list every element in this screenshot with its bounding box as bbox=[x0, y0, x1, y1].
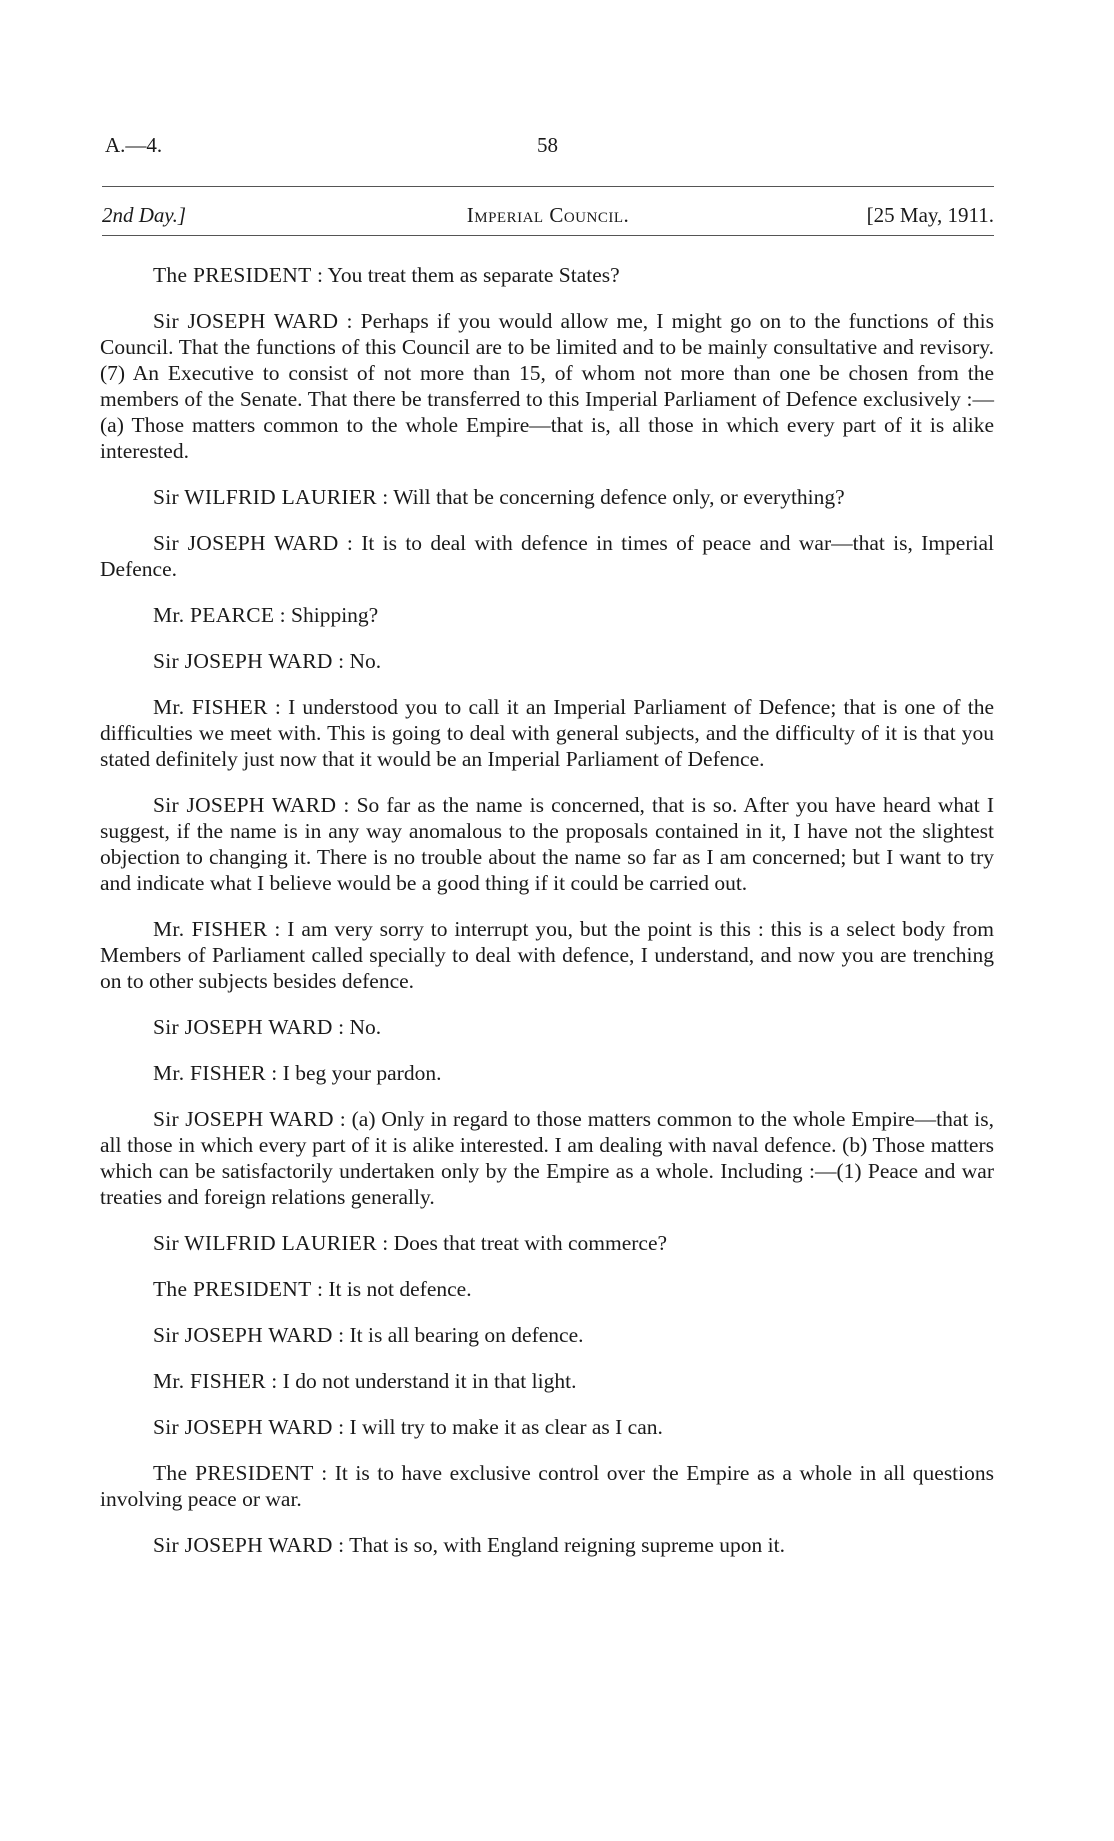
speech-paragraph: Sir JOSEPH WARD : So far as the name is concerned, that is so. After you have heard what I suggest, if the name is in any way anomalous to the proposals contained in it, I have not the slightest objection to changing it. There is no trouble about the name so far as I am concerned; but I want to try and indicate what I believe would be a good thing if it could be carried out. bbox=[100, 793, 994, 895]
header-rule-bottom bbox=[102, 235, 994, 236]
speech-text: (a) Only in regard to those matters common to the whole Empire—that is, all those in which every part of it is alike interested. I am dealing with naval defence. (b) Those matters which can be satisfactorily undertaken only by the Empire as a whole. Including :—(1) Peace and war treaties and foreign relations generally. bbox=[100, 1107, 994, 1209]
header-rule-top bbox=[102, 186, 994, 187]
speaker-name: Sir JOSEPH WARD bbox=[153, 793, 337, 817]
speech-paragraph: The PRESIDENT : It is to have exclusive control over the Empire as a whole in all questions involving peace or war. bbox=[100, 1461, 994, 1511]
speech-text: I beg your pardon. bbox=[282, 1061, 442, 1085]
speech-text: Shipping? bbox=[291, 603, 379, 627]
speech-text: Will that be concerning defence only, or everything? bbox=[393, 485, 845, 509]
speech-text: I will try to make it as clear as I can. bbox=[349, 1415, 663, 1439]
speech-paragraph: Sir JOSEPH WARD : That is so, with England reigning supreme upon it. bbox=[153, 1533, 785, 1557]
speaker-name: Sir WILFRID LAURIER bbox=[153, 485, 377, 509]
speech-text: That is so, with England reigning supreme upon it. bbox=[349, 1533, 785, 1557]
speech-text: I do not understand it in that light. bbox=[282, 1369, 577, 1393]
speech-paragraph: Sir JOSEPH WARD : No. bbox=[153, 649, 382, 673]
speaker-name: Sir WILFRID LAURIER bbox=[153, 1231, 377, 1255]
session-date: [25 May, 1911. bbox=[866, 203, 994, 227]
speech-text: No. bbox=[349, 649, 382, 673]
speaker-name: Sir JOSEPH WARD bbox=[153, 1015, 333, 1039]
document-reference: A.—4. bbox=[105, 133, 163, 157]
session-day: 2nd Day.] bbox=[102, 203, 186, 227]
speech-paragraph: The PRESIDENT : You treat them as separate States? bbox=[153, 263, 620, 287]
speaker-name: Mr. FISHER bbox=[153, 695, 268, 719]
speech-paragraph: Sir WILFRID LAURIER : Does that treat with commerce? bbox=[153, 1231, 668, 1255]
speech-paragraph: Mr. FISHER : I understood you to call it an Imperial Parliament of Defence; that is one of the difficulties we meet with. This is going to deal with general subjects, and the difficulty of it is that you stated definitely just now that it would be an Imperial Parliament of Defence. bbox=[100, 695, 994, 771]
speech-text: So far as the name is concerned, that is so. After you have heard what I suggest, if the name is in any way anomalous to the proposals contained in it, I have not the slightest objection to changing it. There is no trouble about the name so far as I am concerned; but I want to try and indicate what I believe would be a good thing if it could be carried out. bbox=[100, 793, 994, 895]
speech-text: It is to have exclusive control over the Empire as a whole in all questions involving peace or war. bbox=[100, 1461, 994, 1511]
speaker-name: Mr. FISHER bbox=[153, 917, 268, 941]
speech-paragraph: Sir WILFRID LAURIER : Will that be concerning defence only, or everything? bbox=[153, 485, 845, 509]
speech-text: Perhaps if you would allow me, I might go on to the functions of this Council. That the functions of this Council are to be limited and to be mainly consultative and revisory. (7) An Executive to consist of not more than 15, of whom not more than one be chosen from the members of the Senate. That there be transferred to this Imperial Parliament of Defence exclusively :—(a) Those matters common to the whole Empire—that is, all those in which every part of it is alike interested. bbox=[100, 309, 994, 463]
speech-paragraph: Sir JOSEPH WARD : No. bbox=[153, 1015, 382, 1039]
speech-text: It is all bearing on defence. bbox=[349, 1323, 584, 1347]
speech-text: I understood you to call it an Imperial Parliament of Defence; that is one of the difficulties we meet with. This is going to deal with general subjects, and the difficulty of it is that you stated definitely just now that it would be an Imperial Parliament of Defence. bbox=[100, 695, 994, 771]
speaker-name: Sir JOSEPH WARD bbox=[153, 1415, 333, 1439]
speaker-name: The PRESIDENT bbox=[153, 1277, 312, 1301]
speaker-name: Sir JOSEPH WARD bbox=[153, 649, 333, 673]
speaker-name: Mr. FISHER bbox=[153, 1061, 266, 1085]
speaker-name: Sir JOSEPH WARD bbox=[153, 309, 339, 333]
council-title: Imperial Council. bbox=[466, 203, 630, 227]
speaker-name: The PRESIDENT bbox=[153, 1461, 314, 1485]
speaker-name: Sir JOSEPH WARD bbox=[153, 1533, 333, 1557]
page-number: 58 bbox=[537, 133, 558, 157]
speaker-name: Mr. FISHER bbox=[153, 1369, 266, 1393]
speech-text: I am very sorry to interrupt you, but the point is this : this is a select body from Members of Parliament called specially to deal with defence, I understand, and now you are trenching on to other subjects besides defence. bbox=[100, 917, 994, 993]
speech-paragraph: Sir JOSEPH WARD : It is to deal with defence in times of peace and war—that is, Imperial Defence. bbox=[100, 531, 995, 581]
speech-paragraph: Mr. FISHER : I do not understand it in that light. bbox=[153, 1369, 577, 1393]
speech-text: You treat them as separate States? bbox=[327, 263, 620, 287]
speech-text: It is to deal with defence in times of peace and war—that is, Imperial Defence. bbox=[100, 531, 995, 581]
running-head bbox=[102, 199, 994, 231]
speaker-name: Sir JOSEPH WARD bbox=[153, 1323, 333, 1347]
speech-text: No. bbox=[349, 1015, 382, 1039]
speaker-name: Sir JOSEPH WARD bbox=[153, 1107, 334, 1131]
speech-paragraph: Sir JOSEPH WARD : Perhaps if you would allow me, I might go on to the functions of this Council. That the functions of this Council are to be limited and to be mainly consultative and revisory. (7) An Executive to consist of not more than 15, of whom not more than one be chosen from the members of the Senate. That there be transferred to this Imperial Parliament of Defence exclusively :—(a) Those matters common to the whole Empire—that is, all those in which every part of it is alike interested. bbox=[100, 309, 994, 463]
page-top-row bbox=[105, 133, 995, 163]
speech-text: It is not defence. bbox=[328, 1277, 472, 1301]
speaker-name: The PRESIDENT bbox=[153, 263, 312, 287]
speech-paragraph: The PRESIDENT : It is not defence. bbox=[153, 1277, 472, 1301]
speech-text: Does that treat with commerce? bbox=[393, 1231, 668, 1255]
speech-paragraph: Sir JOSEPH WARD : It is all bearing on defence. bbox=[153, 1323, 584, 1347]
speaker-name: Mr. PEARCE bbox=[153, 603, 275, 627]
speech-paragraph: Mr. PEARCE : Shipping? bbox=[153, 603, 379, 627]
speech-paragraph: Mr. FISHER : I am very sorry to interrupt you, but the point is this : this is a select body from Members of Parliament called specially to deal with defence, I understand, and now you are trenching on to other subjects besides defence. bbox=[100, 917, 994, 993]
speech-paragraph: Mr. FISHER : I beg your pardon. bbox=[153, 1061, 442, 1085]
speech-paragraph: Sir JOSEPH WARD : I will try to make it as clear as I can. bbox=[153, 1415, 663, 1439]
speech-paragraph: Sir JOSEPH WARD : (a) Only in regard to those matters common to the whole Empire—that is, all those in which every part of it is alike interested. I am dealing with naval defence. (b) Those matters which can be satisfactorily undertaken only by the Empire as a whole. Including :—(1) Peace and war treaties and foreign relations generally. bbox=[100, 1107, 994, 1209]
speaker-name: Sir JOSEPH WARD bbox=[153, 531, 339, 555]
transcript-body bbox=[100, 262, 994, 1578]
